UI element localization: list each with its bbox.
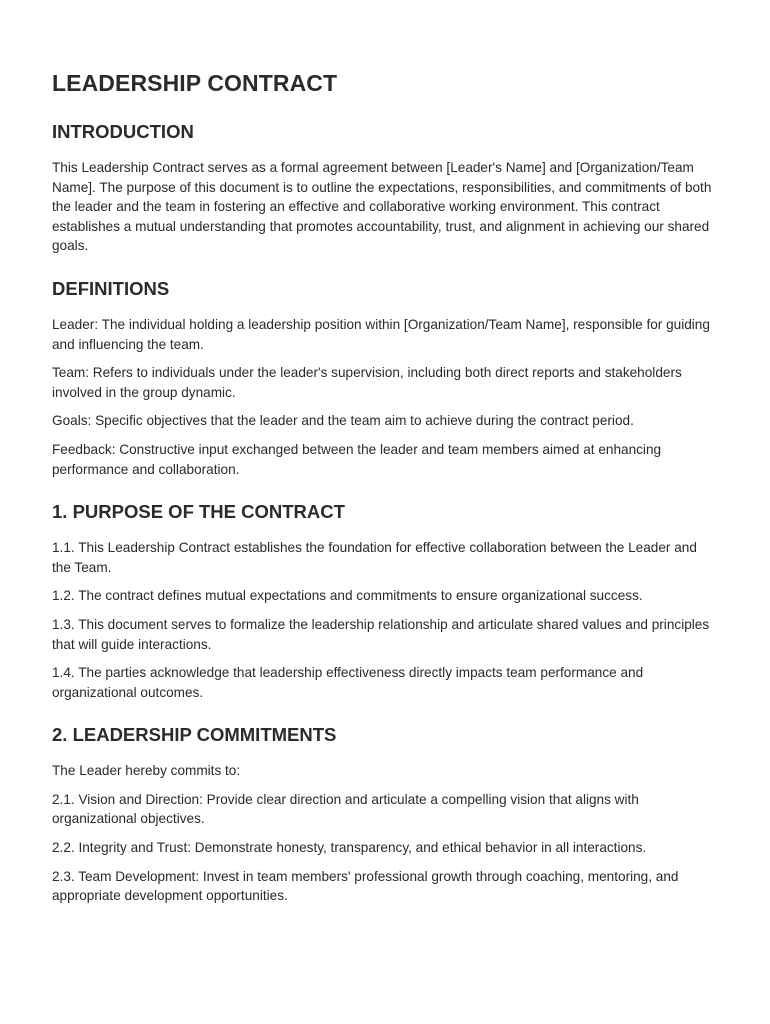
- paragraph: Team: Refers to individuals under the leader's supervision, including both direct reports and stakeholders involved in the group dynamic.: [52, 365, 682, 400]
- section-heading: 2. LEADERSHIP COMMITMENTS: [52, 724, 337, 746]
- paragraph: 1.2. The contract defines mutual expectations and commitments to ensure organizational success.: [52, 588, 643, 604]
- section-heading: DEFINITIONS: [52, 277, 170, 299]
- paragraph: 2.1. Vision and Direction: Provide clear direction and articulate a compelling vision that aligns with organizational objectives.: [52, 791, 639, 827]
- section-definitions: [52, 278, 718, 479]
- section-heading: 1. PURPOSE OF THE CONTRACT: [52, 501, 345, 523]
- section-leadership-commitments: [52, 724, 718, 906]
- paragraph: Feedback: Constructive input exchanged between the leader and team members aimed at enhancing performance and collaboration.: [52, 441, 662, 477]
- paragraph: 2.3. Team Development: Invest in team members' professional growth through coaching, mentoring, and appropriate development opportunities.: [52, 868, 679, 904]
- paragraph: This Leadership Contract serves as a formal agreement between [Leader's Name] and [Organization/Team Name]. The purpose of this document is to outline the expectations, responsibilities, and commitments of both the leader and the team in fostering an effective and collaborative working environment. This contract establishes a mutual understanding that promotes accountability, trust, and alignment in achieving our shared goals.: [52, 160, 712, 254]
- section-purpose: [52, 501, 718, 702]
- paragraph: Leader: The individual holding a leadership position within [Organization/Team Name], responsible for guiding and influencing the team.: [52, 316, 710, 352]
- document-title: LEADERSHIP CONTRACT: [52, 70, 338, 96]
- paragraph: 1.4. The parties acknowledge that leadership effectiveness directly impacts team performance and organizational outcomes.: [52, 665, 644, 700]
- paragraph: Goals: Specific objectives that the leader and the team aim to achieve during the contract period.: [52, 413, 634, 429]
- paragraph: 1.3. This document serves to formalize the leadership relationship and articulate shared values and principles that will guide interactions.: [52, 616, 710, 652]
- section-heading: INTRODUCTION: [52, 121, 194, 142]
- section-introduction: [52, 121, 718, 256]
- paragraph: 2.2. Integrity and Trust: Demonstrate honesty, transparency, and ethical behavior in all interactions.: [52, 840, 647, 856]
- paragraph: The Leader hereby commits to:: [52, 763, 241, 779]
- paragraph: 1.1. This Leadership Contract establishes the foundation for effective collaboration between the Leader and the Team.: [52, 540, 697, 575]
